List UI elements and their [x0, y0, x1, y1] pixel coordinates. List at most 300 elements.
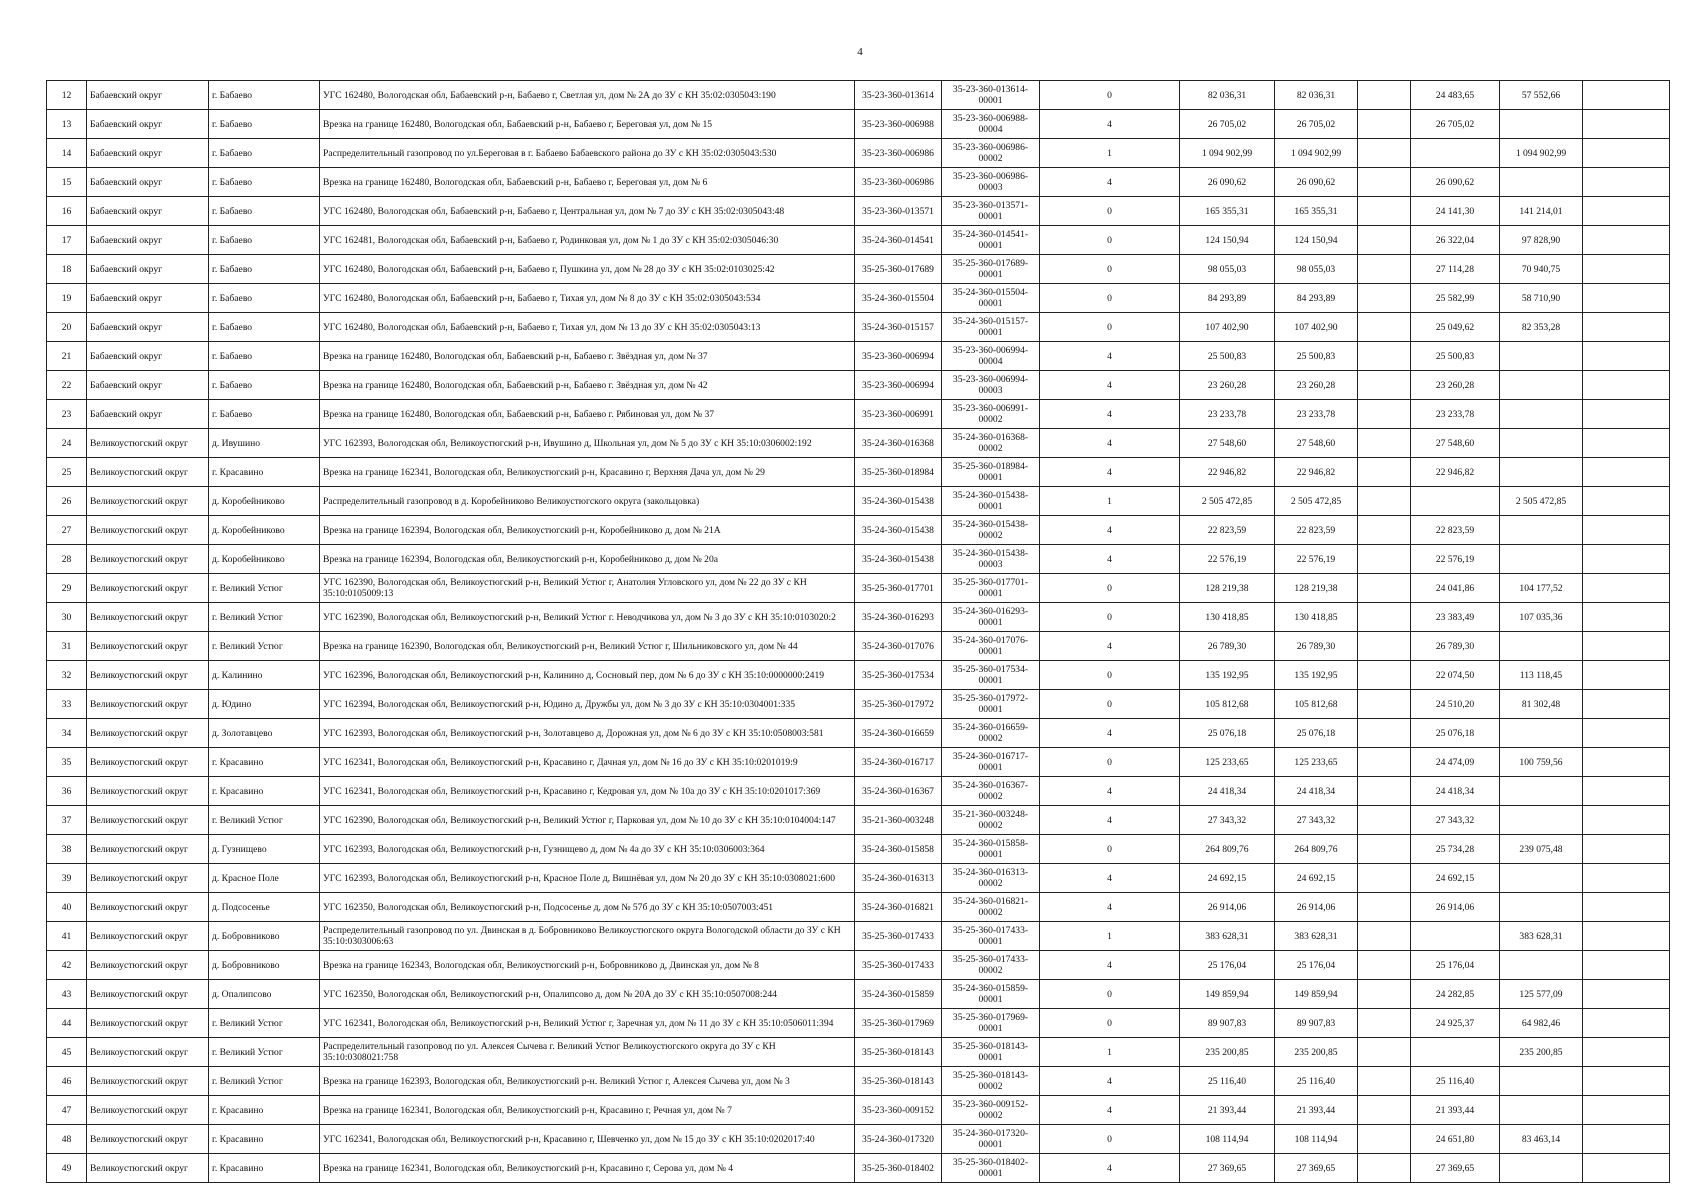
- row-number: 43: [47, 980, 87, 1009]
- table-row: [47, 632, 1670, 661]
- sum-amount-cell: 124 150,94: [1275, 226, 1358, 255]
- object-code-cell: 35-24-360-016313: [855, 864, 942, 893]
- object-description-cell: УГС 162393, Вологодская обл, Великоустюгский р-н, Ивушино д, Школьная ул, дом № 5 до ЗУ с КН 35:10:0306002:192: [320, 429, 855, 458]
- total-amount-cell: 130 418,85: [1180, 603, 1275, 632]
- locality-cell: д. Ивушино: [209, 429, 320, 458]
- part2-amount-cell: [1500, 1096, 1583, 1125]
- object-code-cell: 35-24-360-015859: [855, 980, 942, 1009]
- last-cell: [1583, 719, 1670, 748]
- part1-amount-cell: 25 116,40: [1411, 1067, 1500, 1096]
- table-row: [47, 980, 1670, 1009]
- extra-amount-cell: [1358, 951, 1411, 980]
- part1-amount-cell: 24 282,85: [1411, 980, 1500, 1009]
- total-amount-cell: 383 628,31: [1180, 922, 1275, 951]
- object-id-cell: 35-25-360-017972-00001: [942, 690, 1040, 719]
- extra-amount-cell: [1358, 835, 1411, 864]
- row-number: 22: [47, 371, 87, 400]
- category-cell: 1: [1040, 922, 1180, 951]
- object-description-cell: УГС 162341, Вологодская обл, Великоустюгский р-н, Красавино г, Шевченко ул, дом № 15 до ЗУ с КН 35:10:0202017:40: [320, 1125, 855, 1154]
- object-id-cell: 35-24-360-016821-00002: [942, 893, 1040, 922]
- object-code-cell: 35-23-360-006994: [855, 342, 942, 371]
- table-row: [47, 661, 1670, 690]
- category-cell: 0: [1040, 835, 1180, 864]
- table-row: [47, 284, 1670, 313]
- row-number: 18: [47, 255, 87, 284]
- district-cell: Великоустюгский округ: [87, 545, 209, 574]
- row-number: 27: [47, 516, 87, 545]
- object-id-cell: 35-24-360-014541-00001: [942, 226, 1040, 255]
- object-id-cell: 35-23-360-006991-00002: [942, 400, 1040, 429]
- part2-amount-cell: [1500, 371, 1583, 400]
- district-cell: Великоустюгский округ: [87, 893, 209, 922]
- last-cell: [1583, 1038, 1670, 1067]
- total-amount-cell: 26 789,30: [1180, 632, 1275, 661]
- row-number: 20: [47, 313, 87, 342]
- category-cell: 0: [1040, 284, 1180, 313]
- locality-cell: г. Красавино: [209, 1154, 320, 1183]
- last-cell: [1583, 980, 1670, 1009]
- category-cell: 0: [1040, 197, 1180, 226]
- locality-cell: г. Великий Устюг: [209, 1067, 320, 1096]
- row-number: 35: [47, 748, 87, 777]
- extra-amount-cell: [1358, 545, 1411, 574]
- district-cell: Великоустюгский округ: [87, 632, 209, 661]
- locality-cell: д. Гузнищево: [209, 835, 320, 864]
- object-description-cell: УГС 162393, Вологодская обл, Великоустюгский р-н, Красное Поле д, Вишнёвая ул, дом № 20 до ЗУ с КН 35:10:0308021:600: [320, 864, 855, 893]
- part2-amount-cell: 82 353,28: [1500, 313, 1583, 342]
- sum-amount-cell: 149 859,94: [1275, 980, 1358, 1009]
- category-cell: 0: [1040, 1125, 1180, 1154]
- category-cell: 0: [1040, 1009, 1180, 1038]
- object-id-cell: 35-25-360-017969-00001: [942, 1009, 1040, 1038]
- sum-amount-cell: 22 946,82: [1275, 458, 1358, 487]
- extra-amount-cell: [1358, 1038, 1411, 1067]
- last-cell: [1583, 110, 1670, 139]
- district-cell: Великоустюгский округ: [87, 806, 209, 835]
- sum-amount-cell: 25 076,18: [1275, 719, 1358, 748]
- extra-amount-cell: [1358, 255, 1411, 284]
- district-cell: Бабаевский округ: [87, 400, 209, 429]
- sum-amount-cell: 107 402,90: [1275, 313, 1358, 342]
- table-row: [47, 516, 1670, 545]
- sum-amount-cell: 264 809,76: [1275, 835, 1358, 864]
- last-cell: [1583, 487, 1670, 516]
- category-cell: 4: [1040, 1154, 1180, 1183]
- part2-amount-cell: [1500, 719, 1583, 748]
- object-description-cell: Распределительный газопровод по ул.Береговая в г. Бабаево Бабаевского района до ЗУ с КН 35:02:0305043:530: [320, 139, 855, 168]
- locality-cell: г. Бабаево: [209, 226, 320, 255]
- object-code-cell: 35-23-360-006988: [855, 110, 942, 139]
- object-id-cell: 35-24-360-015438-00003: [942, 545, 1040, 574]
- object-description-cell: УГС 162396, Вологодская обл, Великоустюгский р-н, Калинино д, Сосновый пер, дом № 6 до ЗУ с КН 35:10:0000000:2419: [320, 661, 855, 690]
- locality-cell: г. Великий Устюг: [209, 603, 320, 632]
- total-amount-cell: 107 402,90: [1180, 313, 1275, 342]
- last-cell: [1583, 429, 1670, 458]
- table-row: [47, 487, 1670, 516]
- locality-cell: г. Бабаево: [209, 139, 320, 168]
- district-cell: Бабаевский округ: [87, 284, 209, 313]
- sum-amount-cell: 135 192,95: [1275, 661, 1358, 690]
- locality-cell: г. Бабаево: [209, 342, 320, 371]
- total-amount-cell: 89 907,83: [1180, 1009, 1275, 1038]
- district-cell: Великоустюгский округ: [87, 661, 209, 690]
- last-cell: [1583, 226, 1670, 255]
- object-id-cell: 35-23-360-006986-00002: [942, 139, 1040, 168]
- row-number: 37: [47, 806, 87, 835]
- object-description-cell: УГС 162393, Вологодская обл, Великоустюгский р-н, Золотавцево д, Дорожная ул, дом № 6 до ЗУ с КН 35:10:0508003:581: [320, 719, 855, 748]
- category-cell: 1: [1040, 1038, 1180, 1067]
- table-row: [47, 835, 1670, 864]
- sum-amount-cell: 25 176,04: [1275, 951, 1358, 980]
- locality-cell: г. Великий Устюг: [209, 574, 320, 603]
- object-code-cell: 35-24-360-016659: [855, 719, 942, 748]
- category-cell: 0: [1040, 748, 1180, 777]
- part2-amount-cell: [1500, 951, 1583, 980]
- sum-amount-cell: 26 705,02: [1275, 110, 1358, 139]
- extra-amount-cell: [1358, 458, 1411, 487]
- object-id-cell: 35-24-360-016368-00002: [942, 429, 1040, 458]
- object-description-cell: УГС 162480, Вологодская обл, Бабаевский р-н, Бабаево г, Светлая ул, дом № 2А до ЗУ с КН 35:02:0305043:190: [320, 81, 855, 110]
- part2-amount-cell: 107 035,36: [1500, 603, 1583, 632]
- row-number: 28: [47, 545, 87, 574]
- part2-amount-cell: 239 075,48: [1500, 835, 1583, 864]
- part2-amount-cell: 104 177,52: [1500, 574, 1583, 603]
- last-cell: [1583, 864, 1670, 893]
- object-code-cell: 35-25-360-017534: [855, 661, 942, 690]
- extra-amount-cell: [1358, 719, 1411, 748]
- table-row: [47, 922, 1670, 951]
- total-amount-cell: 25 116,40: [1180, 1067, 1275, 1096]
- extra-amount-cell: [1358, 226, 1411, 255]
- last-cell: [1583, 1096, 1670, 1125]
- category-cell: 0: [1040, 313, 1180, 342]
- locality-cell: д. Золотавцево: [209, 719, 320, 748]
- total-amount-cell: 21 393,44: [1180, 1096, 1275, 1125]
- locality-cell: г. Бабаево: [209, 284, 320, 313]
- sum-amount-cell: 235 200,85: [1275, 1038, 1358, 1067]
- category-cell: 4: [1040, 545, 1180, 574]
- object-id-cell: 35-25-360-017534-00001: [942, 661, 1040, 690]
- extra-amount-cell: [1358, 139, 1411, 168]
- total-amount-cell: 26 705,02: [1180, 110, 1275, 139]
- part2-amount-cell: [1500, 632, 1583, 661]
- data-table: [46, 80, 1670, 1183]
- last-cell: [1583, 632, 1670, 661]
- object-id-cell: 35-24-360-015859-00001: [942, 980, 1040, 1009]
- category-cell: 4: [1040, 806, 1180, 835]
- part2-amount-cell: 235 200,85: [1500, 1038, 1583, 1067]
- part1-amount-cell: 23 260,28: [1411, 371, 1500, 400]
- extra-amount-cell: [1358, 487, 1411, 516]
- sum-amount-cell: 21 393,44: [1275, 1096, 1358, 1125]
- object-code-cell: 35-25-360-017433: [855, 951, 942, 980]
- object-description-cell: УГС 162390, Вологодская обл, Великоустюгский р-н, Великий Устюг г, Анатолия Угловского ул, дом № 22 до ЗУ с КН 35:10:0105009:13: [320, 574, 855, 603]
- part2-amount-cell: [1500, 777, 1583, 806]
- table-row: [47, 951, 1670, 980]
- locality-cell: г. Бабаево: [209, 400, 320, 429]
- object-id-cell: 35-24-360-017076-00001: [942, 632, 1040, 661]
- object-description-cell: УГС 162350, Вологодская обл, Великоустюгский р-н, Опалипсово д, дом № 20А до ЗУ с КН 35:10:0507008:244: [320, 980, 855, 1009]
- district-cell: Великоустюгский округ: [87, 1038, 209, 1067]
- object-id-cell: 35-23-360-006988-00004: [942, 110, 1040, 139]
- category-cell: 4: [1040, 371, 1180, 400]
- object-id-cell: 35-24-360-016367-00002: [942, 777, 1040, 806]
- locality-cell: г. Красавино: [209, 1096, 320, 1125]
- total-amount-cell: 128 219,38: [1180, 574, 1275, 603]
- table-row: [47, 139, 1670, 168]
- part1-amount-cell: [1411, 1038, 1500, 1067]
- object-id-cell: 35-24-360-016293-00001: [942, 603, 1040, 632]
- sum-amount-cell: 22 823,59: [1275, 516, 1358, 545]
- part2-amount-cell: [1500, 1067, 1583, 1096]
- locality-cell: д. Коробейниково: [209, 545, 320, 574]
- district-cell: Бабаевский округ: [87, 226, 209, 255]
- object-id-cell: 35-23-360-006986-00003: [942, 168, 1040, 197]
- object-code-cell: 35-24-360-014541: [855, 226, 942, 255]
- total-amount-cell: 22 576,19: [1180, 545, 1275, 574]
- row-number: 48: [47, 1125, 87, 1154]
- locality-cell: д. Коробейниково: [209, 487, 320, 516]
- locality-cell: д. Калинино: [209, 661, 320, 690]
- object-code-cell: 35-23-360-013571: [855, 197, 942, 226]
- object-code-cell: 35-23-360-006986: [855, 139, 942, 168]
- district-cell: Великоустюгский округ: [87, 574, 209, 603]
- table-row: [47, 864, 1670, 893]
- extra-amount-cell: [1358, 1009, 1411, 1038]
- object-code-cell: 35-24-360-015858: [855, 835, 942, 864]
- object-code-cell: 35-23-360-009152: [855, 1096, 942, 1125]
- table-row: [47, 1154, 1670, 1183]
- part1-amount-cell: 27 343,32: [1411, 806, 1500, 835]
- locality-cell: г. Красавино: [209, 1125, 320, 1154]
- table-row: [47, 400, 1670, 429]
- part2-amount-cell: 113 118,45: [1500, 661, 1583, 690]
- object-id-cell: 35-25-360-018402-00001: [942, 1154, 1040, 1183]
- extra-amount-cell: [1358, 429, 1411, 458]
- object-description-cell: Врезка на границе 162341, Вологодская обл, Великоустюгский р-н, Красавино г, Серова ул, дом № 4: [320, 1154, 855, 1183]
- district-cell: Великоустюгский округ: [87, 922, 209, 951]
- object-description-cell: Распределительный газопровод в д. Коробейниково Великоустюгского округа (закольцовка): [320, 487, 855, 516]
- part2-amount-cell: 100 759,56: [1500, 748, 1583, 777]
- object-code-cell: 35-25-360-018143: [855, 1038, 942, 1067]
- sum-amount-cell: 2 505 472,85: [1275, 487, 1358, 516]
- category-cell: 1: [1040, 487, 1180, 516]
- part1-amount-cell: 26 322,04: [1411, 226, 1500, 255]
- district-cell: Великоустюгский округ: [87, 458, 209, 487]
- object-code-cell: 35-25-360-017433: [855, 922, 942, 951]
- row-number: 21: [47, 342, 87, 371]
- object-description-cell: Врезка на границе 162480, Вологодская обл, Бабаевский р-н, Бабаево г, Береговая ул, дом № 15: [320, 110, 855, 139]
- object-code-cell: 35-25-360-017969: [855, 1009, 942, 1038]
- extra-amount-cell: [1358, 777, 1411, 806]
- table-row: [47, 226, 1670, 255]
- table-row: [47, 110, 1670, 139]
- object-code-cell: 35-25-360-017689: [855, 255, 942, 284]
- sum-amount-cell: 22 576,19: [1275, 545, 1358, 574]
- row-number: 46: [47, 1067, 87, 1096]
- object-code-cell: 35-24-360-016717: [855, 748, 942, 777]
- object-code-cell: 35-24-360-017076: [855, 632, 942, 661]
- table-row: [47, 168, 1670, 197]
- part1-amount-cell: 26 914,06: [1411, 893, 1500, 922]
- category-cell: 4: [1040, 951, 1180, 980]
- last-cell: [1583, 603, 1670, 632]
- row-number: 15: [47, 168, 87, 197]
- table-row: [47, 429, 1670, 458]
- locality-cell: д. Юдино: [209, 690, 320, 719]
- sum-amount-cell: 26 090,62: [1275, 168, 1358, 197]
- row-number: 44: [47, 1009, 87, 1038]
- extra-amount-cell: [1358, 632, 1411, 661]
- category-cell: 4: [1040, 429, 1180, 458]
- row-number: 38: [47, 835, 87, 864]
- object-description-cell: УГС 162394, Вологодская обл, Великоустюгский р-н, Юдино д, Дружбы ул, дом № 3 до ЗУ с КН 35:10:0304001:335: [320, 690, 855, 719]
- extra-amount-cell: [1358, 516, 1411, 545]
- object-id-cell: 35-25-360-017433-00001: [942, 922, 1040, 951]
- object-description-cell: Распределительный газопровод по ул. Двинская в д. Бобровниково Великоустюгского округа Вологодской области до ЗУ с КН 35:10:0303006:63: [320, 922, 855, 951]
- object-description-cell: УГС 162480, Вологодская обл, Бабаевский р-н, Бабаево г, Тихая ул, дом № 13 до ЗУ с КН 35:02:0305043:13: [320, 313, 855, 342]
- part2-amount-cell: 81 302,48: [1500, 690, 1583, 719]
- row-number: 25: [47, 458, 87, 487]
- part1-amount-cell: 25 049,62: [1411, 313, 1500, 342]
- sum-amount-cell: 26 914,06: [1275, 893, 1358, 922]
- category-cell: 0: [1040, 226, 1180, 255]
- part1-amount-cell: 22 074,50: [1411, 661, 1500, 690]
- row-number: 13: [47, 110, 87, 139]
- district-cell: Великоустюгский округ: [87, 487, 209, 516]
- last-cell: [1583, 255, 1670, 284]
- locality-cell: д. Коробейниково: [209, 516, 320, 545]
- category-cell: 4: [1040, 400, 1180, 429]
- part2-amount-cell: 97 828,90: [1500, 226, 1583, 255]
- part2-amount-cell: [1500, 458, 1583, 487]
- extra-amount-cell: [1358, 1125, 1411, 1154]
- object-id-cell: 35-24-360-015157-00001: [942, 313, 1040, 342]
- sum-amount-cell: 27 343,32: [1275, 806, 1358, 835]
- object-id-cell: 35-23-360-013614-00001: [942, 81, 1040, 110]
- locality-cell: г. Бабаево: [209, 371, 320, 400]
- locality-cell: г. Бабаево: [209, 197, 320, 226]
- object-description-cell: УГС 162393, Вологодская обл, Великоустюгский р-н, Гузнищево д, дом № 4а до ЗУ с КН 35:10:0306003:364: [320, 835, 855, 864]
- sum-amount-cell: 24 692,15: [1275, 864, 1358, 893]
- district-cell: Бабаевский округ: [87, 197, 209, 226]
- object-description-cell: Врезка на границе 162393, Вологодская обл, Великоустюгский р-н. Великий Устюг г, Алексея Сычева ул, дом № 3: [320, 1067, 855, 1096]
- part2-amount-cell: 141 214,01: [1500, 197, 1583, 226]
- object-description-cell: УГС 162341, Вологодская обл, Великоустюгский р-н, Великий Устюг г, Заречная ул, дом № 11 до ЗУ с КН 35:10:0506011:394: [320, 1009, 855, 1038]
- page-number: 4: [857, 46, 863, 58]
- object-code-cell: 35-24-360-016368: [855, 429, 942, 458]
- sum-amount-cell: 89 907,83: [1275, 1009, 1358, 1038]
- category-cell: 4: [1040, 110, 1180, 139]
- total-amount-cell: 165 355,31: [1180, 197, 1275, 226]
- total-amount-cell: 149 859,94: [1180, 980, 1275, 1009]
- object-code-cell: 35-24-360-015438: [855, 516, 942, 545]
- object-id-cell: 35-24-360-015858-00001: [942, 835, 1040, 864]
- object-code-cell: 35-25-360-017972: [855, 690, 942, 719]
- category-cell: 0: [1040, 81, 1180, 110]
- total-amount-cell: 82 036,31: [1180, 81, 1275, 110]
- part1-amount-cell: [1411, 487, 1500, 516]
- object-code-cell: 35-25-360-018143: [855, 1067, 942, 1096]
- category-cell: 4: [1040, 632, 1180, 661]
- table-row: [47, 1067, 1670, 1096]
- table-row: [47, 81, 1670, 110]
- extra-amount-cell: [1358, 313, 1411, 342]
- row-number: 45: [47, 1038, 87, 1067]
- district-cell: Бабаевский округ: [87, 313, 209, 342]
- last-cell: [1583, 1067, 1670, 1096]
- sum-amount-cell: 24 418,34: [1275, 777, 1358, 806]
- extra-amount-cell: [1358, 110, 1411, 139]
- object-id-cell: 35-21-360-003248-00002: [942, 806, 1040, 835]
- district-cell: Бабаевский округ: [87, 255, 209, 284]
- category-cell: 4: [1040, 458, 1180, 487]
- object-id-cell: 35-24-360-017320-00001: [942, 1125, 1040, 1154]
- total-amount-cell: 23 260,28: [1180, 371, 1275, 400]
- row-number: 14: [47, 139, 87, 168]
- last-cell: [1583, 690, 1670, 719]
- sum-amount-cell: 128 219,38: [1275, 574, 1358, 603]
- extra-amount-cell: [1358, 1096, 1411, 1125]
- extra-amount-cell: [1358, 284, 1411, 313]
- last-cell: [1583, 1154, 1670, 1183]
- extra-amount-cell: [1358, 1154, 1411, 1183]
- district-cell: Великоустюгский округ: [87, 719, 209, 748]
- row-number: 24: [47, 429, 87, 458]
- object-id-cell: 35-23-360-006994-00004: [942, 342, 1040, 371]
- locality-cell: г. Бабаево: [209, 81, 320, 110]
- total-amount-cell: 27 343,32: [1180, 806, 1275, 835]
- object-id-cell: 35-23-360-013571-00001: [942, 197, 1040, 226]
- total-amount-cell: 24 692,15: [1180, 864, 1275, 893]
- row-number: 33: [47, 690, 87, 719]
- total-amount-cell: 84 293,89: [1180, 284, 1275, 313]
- last-cell: [1583, 835, 1670, 864]
- table-row: [47, 371, 1670, 400]
- row-number: 39: [47, 864, 87, 893]
- part1-amount-cell: 25 734,28: [1411, 835, 1500, 864]
- category-cell: 4: [1040, 516, 1180, 545]
- total-amount-cell: 124 150,94: [1180, 226, 1275, 255]
- part1-amount-cell: 24 041,86: [1411, 574, 1500, 603]
- part2-amount-cell: 70 940,75: [1500, 255, 1583, 284]
- sum-amount-cell: 98 055,03: [1275, 255, 1358, 284]
- total-amount-cell: 264 809,76: [1180, 835, 1275, 864]
- part2-amount-cell: 58 710,90: [1500, 284, 1583, 313]
- part1-amount-cell: 23 233,78: [1411, 400, 1500, 429]
- sum-amount-cell: 105 812,68: [1275, 690, 1358, 719]
- sum-amount-cell: 165 355,31: [1275, 197, 1358, 226]
- part1-amount-cell: 24 483,65: [1411, 81, 1500, 110]
- district-cell: Великоустюгский округ: [87, 1125, 209, 1154]
- object-code-cell: 35-21-360-003248: [855, 806, 942, 835]
- object-description-cell: УГС 162390, Вологодская обл, Великоустюгский р-н, Великий Устюг г, Парковая ул, дом № 10 до ЗУ с КН 35:10:0104004:147: [320, 806, 855, 835]
- part2-amount-cell: [1500, 400, 1583, 429]
- row-number: 47: [47, 1096, 87, 1125]
- total-amount-cell: 235 200,85: [1180, 1038, 1275, 1067]
- object-code-cell: 35-24-360-015157: [855, 313, 942, 342]
- object-description-cell: Врезка на границе 162341, Вологодская обл, Великоустюгский р-н, Красавино г, Верхняя Дача ул, дом № 29: [320, 458, 855, 487]
- part2-amount-cell: [1500, 429, 1583, 458]
- locality-cell: г. Великий Устюг: [209, 1038, 320, 1067]
- total-amount-cell: 24 418,34: [1180, 777, 1275, 806]
- last-cell: [1583, 342, 1670, 371]
- extra-amount-cell: [1358, 980, 1411, 1009]
- total-amount-cell: 26 914,06: [1180, 893, 1275, 922]
- last-cell: [1583, 197, 1670, 226]
- table-row: [47, 690, 1670, 719]
- part1-amount-cell: 24 925,37: [1411, 1009, 1500, 1038]
